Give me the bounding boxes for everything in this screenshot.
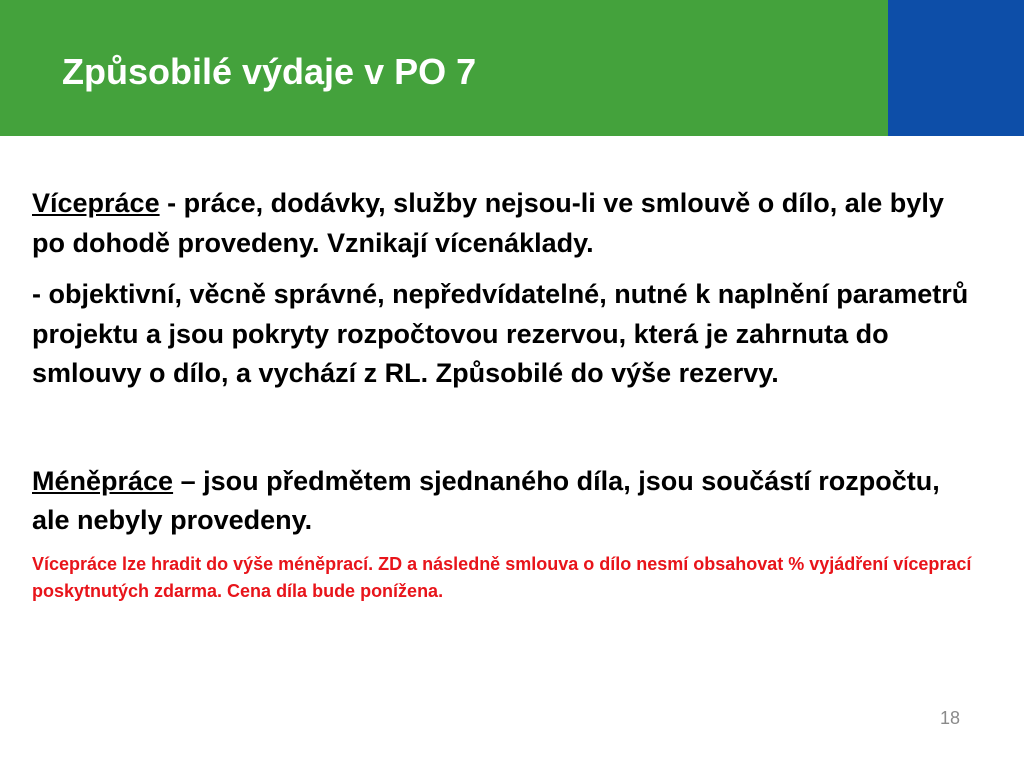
slide-content [32, 184, 982, 605]
meneprace-term: Méněpráce [32, 465, 174, 496]
meneprace-definition: – jsou předmětem sjednaného díla, jsou součástí rozpočtu, ale nebyly provedeny. [32, 465, 940, 535]
vicprace-paragraph [32, 184, 982, 263]
page-number: 18 [939, 708, 960, 728]
paragraph-spacer [32, 394, 982, 462]
slide-title: Způsobilé výdaje v PO 7 [62, 51, 477, 92]
meneprace-paragraph [32, 462, 982, 541]
header-accent-block [888, 0, 1024, 136]
objektivni-paragraph: - objektivní, věcně správné, nepředvídatelné, nutné k naplnění parametrů projektu a jsou pokryty rozpočtovou rezervou, která je zahrnuta do smlouvy o dílo, a vychází z RL. Způsobilé do výše rezervy. [32, 279, 969, 388]
vicprace-term: Víceprácе [32, 188, 160, 218]
vicprace-definition: - práce, dodávky, služby nejsou-li ve smlouvě o dílo, ale byly po dohodě provedeny. Vznikají vícenáklady. [32, 188, 944, 258]
warning-note: Vícepráce lze hradit do výše méněprací. ZD a následně smlouva o dílo nesmí obsahovat % vyjádření víceprací poskytnutých zdarma. Cena díla bude ponížena. [32, 553, 972, 601]
